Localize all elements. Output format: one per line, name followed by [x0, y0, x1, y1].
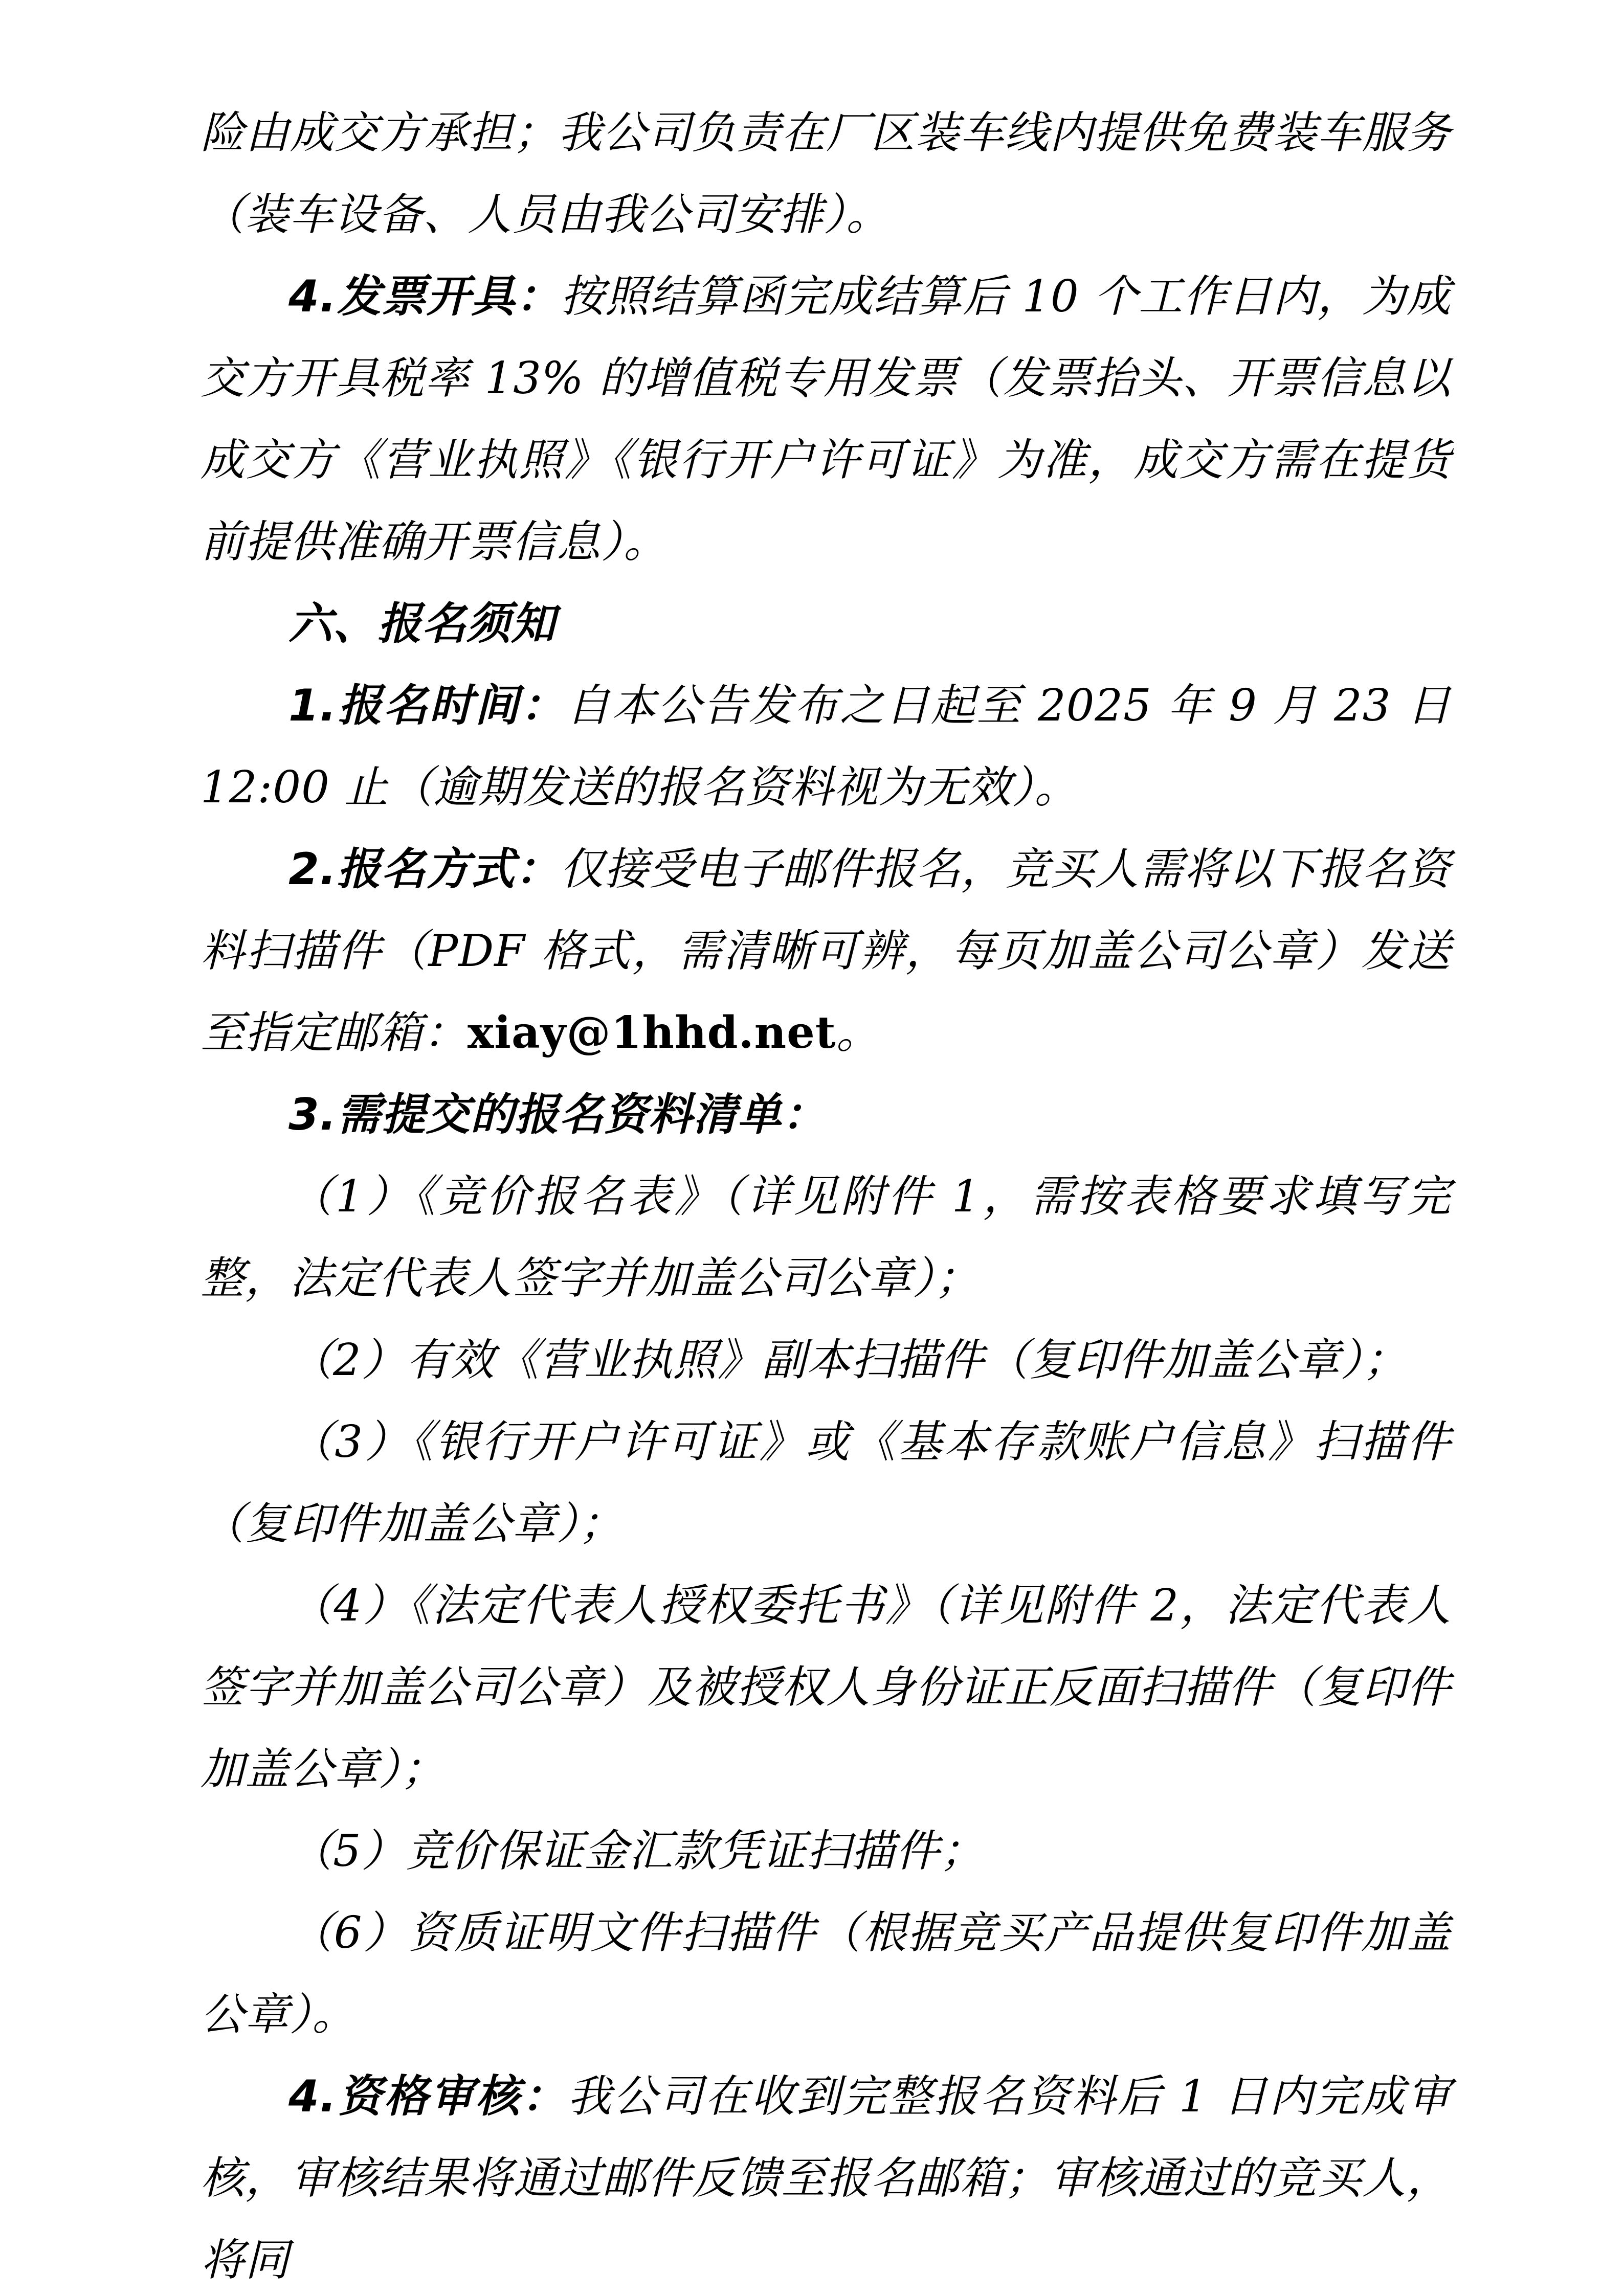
- bold-text-run: 六、报名须知: [288, 598, 555, 649]
- paragraph: [201, 1401, 1451, 1565]
- text-run: 自本公告发布之日起至 2025 年 9 月 23 日 12:00 止（逾期发送的报名资料视为无效）。: [201, 680, 1451, 813]
- bold-text-run: 2.报名方式：: [288, 844, 560, 895]
- paragraph: [201, 92, 1451, 256]
- text-run: （1）《竞价报名表》（详见附件 1，需按表格要求填写完整，法定代表人签字并加盖公司公章）；: [201, 1171, 1451, 1304]
- paragraph: [201, 256, 1451, 583]
- text-run: （5）竞价保证金汇款凭证扫描件；: [288, 1826, 985, 1877]
- paragraph: [201, 1565, 1451, 1810]
- text-run: 险由成交方承担；我公司负责在厂区装车线内提供免费装车服务（装车设备、人员由我公司安排）。: [201, 107, 1451, 240]
- text-run: （3）《银行开户许可证》或《基本存款账户信息》扫描件（复印件加盖公章）；: [201, 1416, 1451, 1549]
- bold-text-run: 3.需提交的报名资料清单：: [288, 1089, 827, 1140]
- document-body: [201, 92, 1451, 2296]
- text-run: 仅接受电子邮件报名，竞买人需将以下报名资料扫描件（PDF 格式，需清晰可辨，每页加盖公司公章）发送至指定邮箱：: [201, 844, 1452, 1059]
- section-heading: [201, 583, 1451, 665]
- paragraph: [201, 665, 1451, 828]
- paragraph: [201, 1156, 1451, 1319]
- text-run: 我公司在收到完整报名资料后 1 日内完成审核，审核结果将通过邮件反馈至报名邮箱；审核通过的竞买人，将同: [201, 2071, 1452, 2286]
- text-run: （2）有效《营业执照》副本扫描件（复印件加盖公章）；: [288, 1335, 1408, 1386]
- bold-text-run: 4.发票开具：: [288, 271, 561, 322]
- section-heading: [201, 1074, 1451, 1156]
- text-run: 按照结算函完成结算后 10 个工作日内，为成交方开具税率 13% 的增值税专用发票（发票抬头、开票信息以成交方《营业执照》《银行开户许可证》为准，成交方需在提货前提供准确开票信息）。: [201, 271, 1451, 568]
- text-run: （4）《法定代表人授权委托书》（详见附件 2，法定代表人签字并加盖公司公章）及被授权人身份证正反面扫描件（复印件加盖公章）；: [201, 1580, 1451, 1795]
- paragraph: [201, 1892, 1451, 2056]
- text-run: 。: [836, 1007, 881, 1059]
- bold-text-run: 4.资格审核：: [288, 2071, 568, 2122]
- paragraph: [201, 2056, 1451, 2296]
- email-address: xiay@1hhd.net: [468, 1007, 836, 1059]
- paragraph: [201, 1319, 1451, 1401]
- text-run: （6）资质证明文件扫描件（根据竞买产品提供复印件加盖公章）。: [201, 1907, 1451, 2040]
- paragraph: [201, 1810, 1451, 1892]
- bold-text-run: 1.报名时间：: [288, 680, 566, 731]
- paragraph: [201, 828, 1451, 1074]
